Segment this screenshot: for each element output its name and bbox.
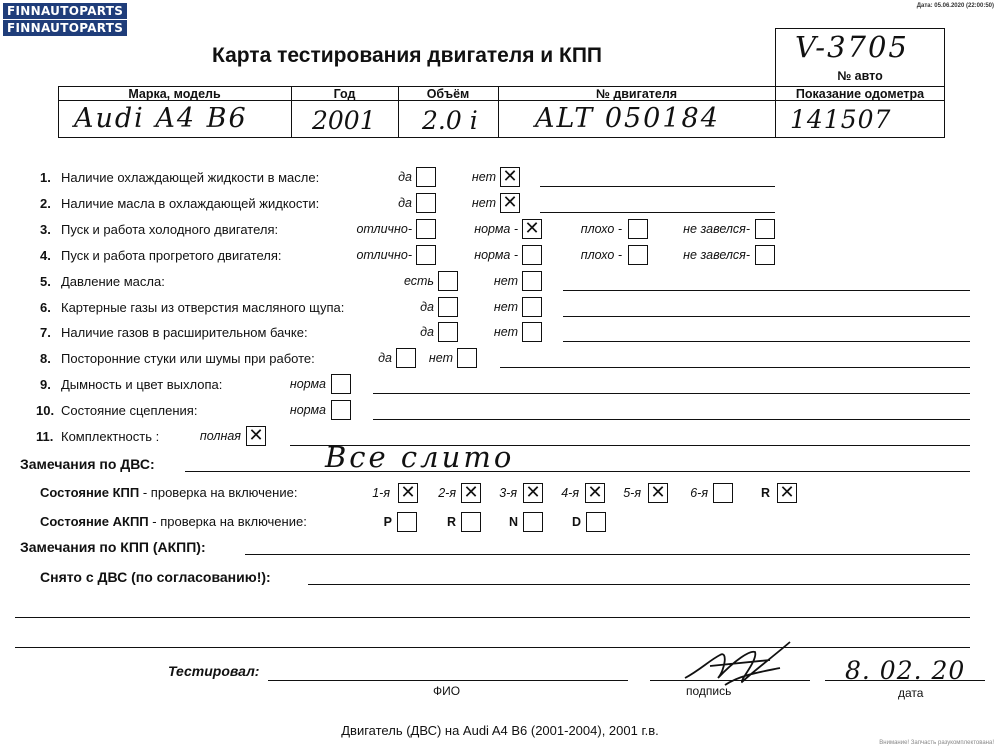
tested-by-label: Тестировал: xyxy=(168,663,260,679)
checkbox-checked[interactable]: ✕ xyxy=(500,193,520,213)
checkbox[interactable] xyxy=(331,400,351,420)
manual-gearbox-title: Состояние КПП - проверка на включение: xyxy=(40,485,298,500)
checkbox-option-label: отлично- xyxy=(356,248,412,262)
gear-checkbox-checked[interactable]: ✕ xyxy=(461,483,481,503)
position-label: P xyxy=(383,515,392,529)
auto-number-value: V-3705 xyxy=(795,30,909,64)
position-checkbox[interactable] xyxy=(461,512,481,532)
checklist-number: 4. xyxy=(40,248,51,263)
underline xyxy=(563,341,970,342)
checkbox-option-label: не завелся- xyxy=(683,222,750,236)
checkbox[interactable] xyxy=(522,297,542,317)
checkbox[interactable] xyxy=(755,219,775,239)
fio-label: ФИО xyxy=(433,684,461,698)
checklist-number: 7. xyxy=(40,325,51,340)
checklist-number: 10. xyxy=(36,403,55,418)
value-odometer: 141507 xyxy=(790,105,892,134)
checkbox[interactable] xyxy=(457,348,477,368)
checkbox-checked[interactable]: ✕ xyxy=(522,219,542,239)
auto-number-label: № авто xyxy=(837,69,883,83)
checklist-number: 8. xyxy=(40,351,51,366)
checkbox-option-label: нет xyxy=(493,325,518,339)
value-year: 2001 xyxy=(312,106,376,135)
checkbox-option-label: есть xyxy=(403,274,434,288)
checklist-number: 6. xyxy=(40,300,51,315)
removed-label: Снято с ДВС (по согласованию!): xyxy=(40,569,271,585)
watermark-logo: FINNAUTOPARTS xyxy=(3,20,127,36)
checklist-label: Наличие газов в расширительном бачке: xyxy=(61,325,308,340)
col-header-volume: Объём xyxy=(426,87,470,101)
bottom-watermark: Внимание! Запчасть разукомплектована! xyxy=(879,740,994,746)
gear-checkbox-checked[interactable]: ✕ xyxy=(585,483,605,503)
checkbox-option-label: нет xyxy=(493,300,518,314)
checkbox-option-label: плохо - xyxy=(580,248,622,262)
col-header-engine-no: № двигателя xyxy=(595,87,678,101)
checkbox-option-label: нет xyxy=(428,351,453,365)
checklist-label: Пуск и работа прогретого двигателя: xyxy=(61,248,282,263)
position-checkbox[interactable] xyxy=(397,512,417,532)
signature-mark xyxy=(680,630,820,700)
col-header-year: Год xyxy=(333,87,356,101)
checkbox-option-label: норма xyxy=(289,403,326,417)
underline xyxy=(563,290,970,291)
checklist-label: Посторонние стуки или шумы при работе: xyxy=(61,351,315,366)
value-engine-no: ALT 050184 xyxy=(535,103,720,134)
checklist-label: Наличие масла в охлаждающей жидкости: xyxy=(61,196,320,211)
underline xyxy=(500,367,970,368)
gear-label: 1-я xyxy=(372,486,390,500)
value-volume: 2.0 i xyxy=(422,106,478,135)
checkbox[interactable] xyxy=(522,271,542,291)
checkbox-checked[interactable]: ✕ xyxy=(246,426,266,446)
position-label: R xyxy=(446,515,456,529)
checkbox-option-label: не завелся- xyxy=(683,248,750,262)
gear-label: 6-я xyxy=(690,486,708,500)
engine-remarks-label: Замечания по ДВС: xyxy=(20,456,155,472)
gear-label: R xyxy=(760,486,770,500)
auto-gearbox-title: Состояние АКПП - проверка на включение: xyxy=(40,514,307,529)
checkbox-option-label: да xyxy=(398,170,412,184)
blank-line xyxy=(15,647,970,648)
col-header-odometer: Показание одометра xyxy=(795,87,925,101)
footer-caption: Двигатель (ДВС) на Audi A4 B6 (2001-2004), 2001 г.в. xyxy=(341,723,659,738)
print-date: Дата: 05.06.2020 (22:00:50) xyxy=(916,3,994,9)
gear-checkbox-checked[interactable]: ✕ xyxy=(523,483,543,503)
checkbox-option-label: да xyxy=(420,300,434,314)
checkbox-option-label: отлично- xyxy=(356,222,412,236)
underline xyxy=(185,471,970,472)
underline xyxy=(373,419,970,420)
checkbox-option-label: нет xyxy=(493,274,518,288)
gear-checkbox-checked[interactable]: ✕ xyxy=(398,483,418,503)
page-title: Карта тестирования двигателя и КПП xyxy=(212,44,603,67)
position-checkbox[interactable] xyxy=(523,512,543,532)
date-label: дата xyxy=(898,686,924,700)
test-date-value[interactable]: 8. 02. 20 xyxy=(845,656,966,685)
value-model: Audi A4 B6 xyxy=(74,103,248,134)
checklist-number: 2. xyxy=(40,196,51,211)
position-label: D xyxy=(571,515,581,529)
checklist-label: Дымность и цвет выхлопа: xyxy=(61,377,223,392)
blank-line xyxy=(15,617,970,618)
gear-checkbox-checked[interactable]: ✕ xyxy=(777,483,797,503)
checklist-label: Пуск и работа холодного двигателя: xyxy=(61,222,279,237)
underline xyxy=(373,393,970,394)
col-header-model: Марка, модель xyxy=(128,87,221,101)
watermark-logo: FINNAUTOPARTS xyxy=(3,3,127,19)
checklist-label: Комплектность : xyxy=(61,429,160,444)
checkbox-option-label: нет xyxy=(471,170,496,184)
checklist-label: Давление масла: xyxy=(61,274,165,289)
checkbox-option-label: да xyxy=(420,325,434,339)
checklist-label: Картерные газы из отверстия масляного щупа: xyxy=(61,300,345,315)
checkbox-option-label: плохо - xyxy=(580,222,622,236)
position-checkbox[interactable] xyxy=(586,512,606,532)
checklist-number: 5. xyxy=(40,274,51,289)
underline xyxy=(563,316,970,317)
gear-label: 5-я xyxy=(623,486,641,500)
checkbox-option-label: норма xyxy=(289,377,326,391)
underline xyxy=(540,212,775,213)
gear-label: 4-я xyxy=(561,486,579,500)
signature-label: подпись xyxy=(686,684,732,698)
underline xyxy=(268,680,628,681)
underline xyxy=(245,554,970,555)
gear-label: 3-я xyxy=(499,486,517,500)
checkbox[interactable] xyxy=(331,374,351,394)
checkbox-option-label: норма - xyxy=(474,248,518,262)
checkbox[interactable] xyxy=(522,322,542,342)
engine-remarks-value[interactable]: Все слито xyxy=(325,440,515,474)
position-label: N xyxy=(508,515,518,529)
checkbox[interactable] xyxy=(755,245,775,265)
checklist-label: Наличие охлаждающей жидкости в масле: xyxy=(61,170,320,185)
checkbox-option-label: да xyxy=(398,196,412,210)
checkbox-option-label: полная xyxy=(199,429,241,443)
checklist-number: 1. xyxy=(40,170,51,185)
gear-label: 2-я xyxy=(438,486,456,500)
gear-checkbox-checked[interactable]: ✕ xyxy=(648,483,668,503)
checklist-number: 9. xyxy=(40,377,51,392)
checkbox-option-label: да xyxy=(378,351,392,365)
checklist-number: 11. xyxy=(36,429,54,444)
checkbox-checked[interactable]: ✕ xyxy=(500,167,520,187)
underline xyxy=(308,584,970,585)
checklist-label: Состояние сцепления: xyxy=(61,403,198,418)
underline xyxy=(540,186,775,187)
gearbox-remarks-label: Замечания по КПП (АКПП): xyxy=(20,539,206,555)
checklist-number: 3. xyxy=(40,222,51,237)
checkbox-option-label: норма - xyxy=(474,222,518,236)
checkbox-option-label: нет xyxy=(471,196,496,210)
